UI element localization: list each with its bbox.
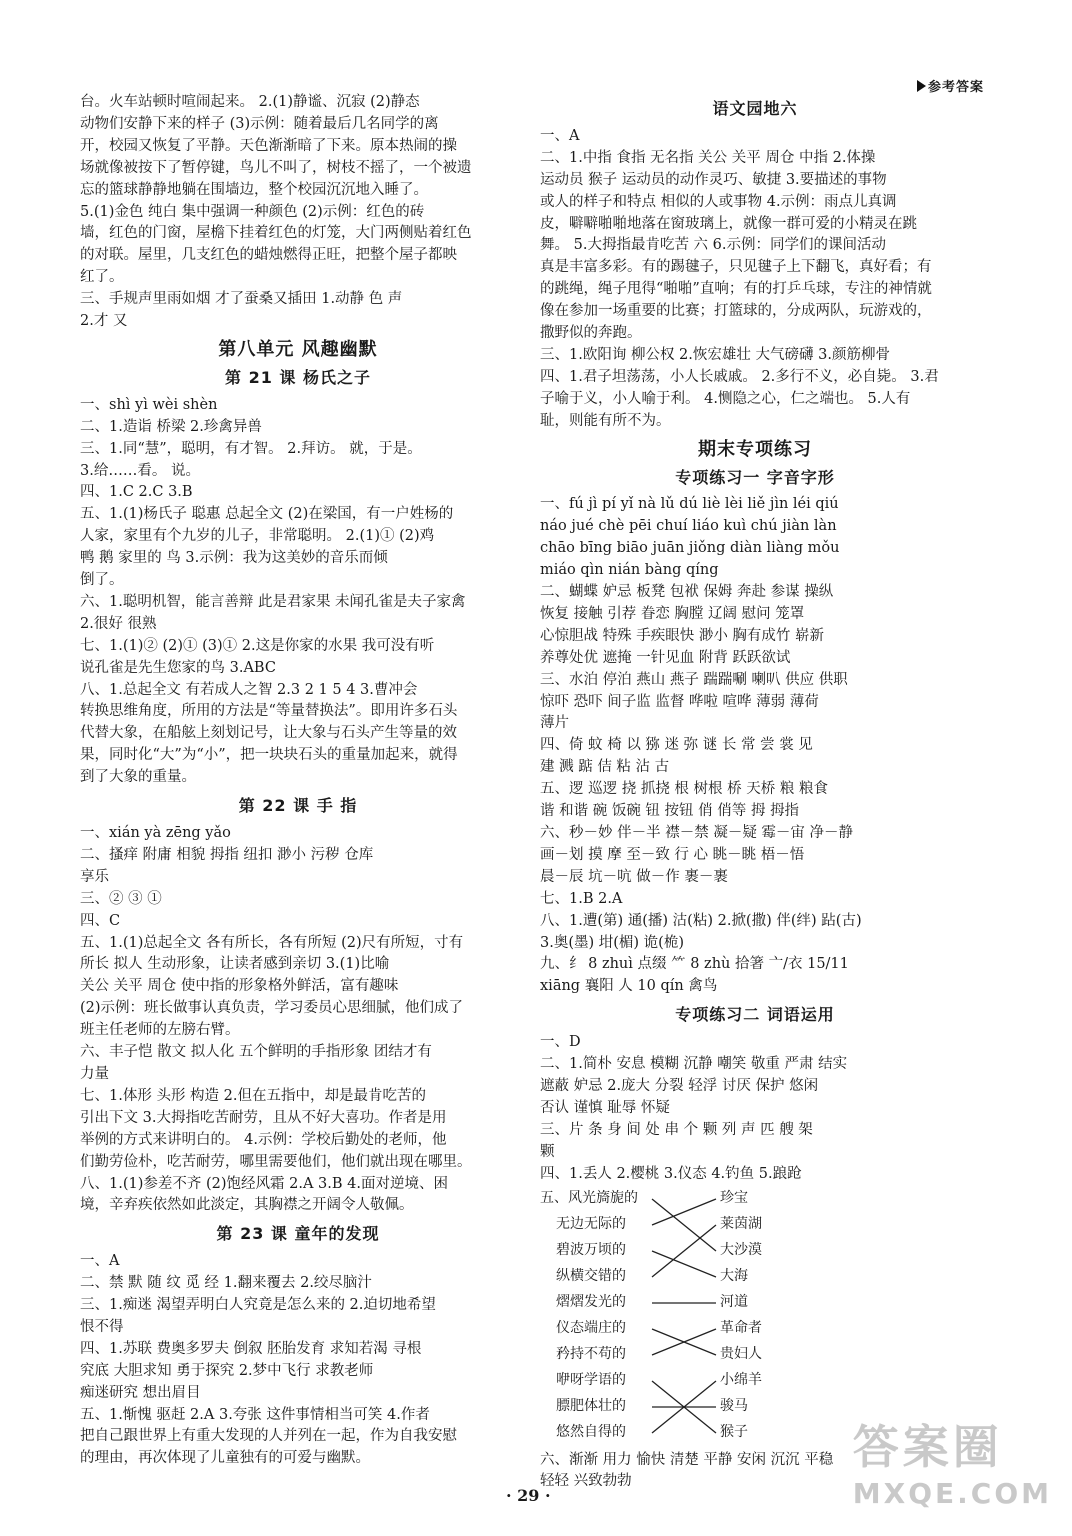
- answer-line: 忘的篮球静静地躺在围墙边，整个校园沉沉地入睡了。: [80, 181, 428, 198]
- watermark-logo: 答案圈: [852, 1420, 1003, 1474]
- lesson21-answers: [80, 395, 516, 789]
- answer-line: 运动员 猴子 运动员的动作灵巧、敏捷 3.要描述的事物: [540, 171, 887, 188]
- match-right-item: 革命者: [720, 1319, 762, 1336]
- answer-line: 八、1.总起全文 有若成人之智 2.3 2 1 5 4 3.曹冲会: [80, 681, 418, 698]
- answer-line: 或人的样子和特点 相似的人或事物 4.示例：雨点儿真调: [540, 193, 897, 210]
- answer-line: 四、倚 蚊 椅 以 猕 迷 弥 谜 长 常 尝 裳 见: [540, 737, 813, 754]
- answer-line: chāo bīng biāo juān jiǒng diàn liàng mǒu: [540, 540, 840, 557]
- answer-line: 谐 和谐 碗 饭碗 钮 按钮 俏 俏等 拇 拇指: [540, 803, 799, 820]
- answer-line: 所长 拟人 生动形象，让读者感到亲切 3.(1)比喻: [80, 956, 390, 973]
- intro-block: [80, 92, 516, 333]
- match-right-item: 骏马: [720, 1397, 748, 1414]
- lesson22-answers: [80, 823, 516, 1217]
- answer-line: 果，同时化“大”为“小”，把一块块石头的重量加起来，就得: [80, 747, 458, 764]
- answer-line: 五、1.惭愧 驱赶 2.A 3.夸张 这件事情相当可笑 4.作者: [80, 1406, 430, 1423]
- answer-line: 代替大象，在船舷上刻划记号，让大象与石头产生等量的效: [80, 725, 457, 742]
- answer-line: 台。火车站顿时喧闹起来。 2.(1)静谧、沉寂 (2)静态: [80, 94, 420, 110]
- header-label: 参考答案: [927, 80, 984, 95]
- match-right-item: 大海: [720, 1267, 748, 1284]
- answer-line: 究底 大胆求知 勇于探究 2.梦中飞行 求教老师: [80, 1362, 374, 1379]
- answer-line: 耻，则能有所不为。: [540, 412, 671, 429]
- match-right-item: 猴子: [720, 1423, 748, 1440]
- answer-line: 薄片: [540, 715, 569, 732]
- answer-line: 3.奥(墨) 坩(楣) 诡(桅): [540, 934, 684, 951]
- answer-line: 七、1.(1)② (2)① (3)① 2.这是你家的水果 我可没有听: [80, 637, 435, 654]
- match-right-item: 莱茵湖: [720, 1215, 762, 1232]
- answer-line: 2.很好 很熟: [80, 615, 157, 632]
- answer-line: 养尊处优 遮掩 一针见血 附背 跃跃欲试: [540, 649, 791, 666]
- answer-line: 六、1.聪明机智，能言善辩 此是君家果 未闻孔雀是夫子家禽: [80, 593, 466, 610]
- answer-line: 二、1.造诣 桥梁 2.珍禽异兽: [80, 418, 262, 435]
- answer-line: 的理由，再次体现了儿童独有的可爱与幽默。: [80, 1450, 370, 1467]
- answer-line: 六、渐渐 用力 愉快 清楚 平静 安闲 沉沉 平稳: [540, 1451, 834, 1468]
- match-right-item: 珍宝: [720, 1189, 748, 1206]
- match-left-item: 五、风光旖旎的: [540, 1189, 638, 1206]
- match-left-item: 碧波万顷的: [556, 1241, 626, 1258]
- answer-line: 二、禁 默 随 纹 觅 经 1.翻来覆去 2.绞尽脑汁: [80, 1275, 372, 1292]
- yuwen6-title: 语文园地六: [712, 99, 798, 118]
- match-left-item: 纵横交错的: [556, 1267, 626, 1284]
- answer-line: 三、水泊 停泊 燕山 燕子 踹踹唰 喇叭 供应 供职: [540, 671, 848, 688]
- match-left-item: 熠熠发光的: [556, 1293, 626, 1310]
- match-left-item: 矜持不苟的: [556, 1345, 626, 1362]
- answer-line: 恢复 接触 引荐 眷恋 胸膛 辽阔 慰问 笼罩: [540, 605, 805, 622]
- answer-line: 人家，家里有个九岁的儿子，非常聪明。 2.(1)① (2)鸡: [80, 528, 435, 545]
- answer-line: 举例的方式来讲明白的。 4.示例：学校后勤处的老师，他: [80, 1131, 447, 1148]
- answer-line: miáo qìn nián bàng qíng: [540, 562, 719, 579]
- match-right-item: 贵妇人: [720, 1345, 762, 1362]
- match-left-item: 咿呀学语的: [556, 1371, 626, 1388]
- answer-line: 撒野似的奔跑。: [540, 325, 642, 342]
- answer-line: 的跳绳，绳子甩得“啪啪”直响；有的打乒乓球，专注的神情就: [540, 281, 932, 298]
- watermark-url: MXQE.COM: [852, 1477, 1052, 1510]
- answer-line: 心惊胆战 特殊 手疾眼快 渺小 胸有成竹 崭新: [540, 627, 825, 644]
- match-left-item: 膘肥体壮的: [556, 1397, 626, 1414]
- answer-line: 二、搔痒 附庸 相貌 拇指 纽扣 渺小 污秽 仓库: [80, 846, 374, 863]
- answer-line: 墙，红色的门窗，屋檐下挂着红色的灯笼，大门两侧贴着红色: [80, 225, 472, 242]
- answer-line: 三、② ③ ①: [80, 890, 162, 907]
- answer-line: 一、A: [80, 1253, 120, 1270]
- answer-line: 晨－辰 坑－吭 做－作 裹－裹: [540, 868, 728, 885]
- answer-line: 真是丰富多彩。有的踢毽子，只见毽子上下翻飞，真好看；有: [540, 259, 932, 276]
- answer-line: 场就像被按下了暂停键，鸟儿不叫了，树枝不摇了，一个被遗: [80, 159, 472, 176]
- answer-line: (2)示例：班长做事认真负责，学习委员心思细腻，他们成了: [80, 1000, 464, 1017]
- watermark: [853, 1411, 1052, 1510]
- zx1-answers: [540, 494, 970, 998]
- answer-line: 转换思维角度，所用的方法是“等量替换法”。即用许多石头: [80, 703, 458, 720]
- right-column: [540, 92, 970, 1493]
- answer-line: 倒了。: [80, 572, 124, 589]
- answer-line: 惊吓 恐吓 间子监 监督 哗啦 喧哗 薄弱 薄荷: [540, 693, 819, 710]
- answer-line: 四、1.C 2.C 3.B: [80, 484, 193, 501]
- answer-line: 享乐: [80, 868, 109, 885]
- answer-line: 一、D: [540, 1034, 581, 1051]
- answer-line: 二、蝴蝶 妒忌 板凳 包袱 保姆 奔赴 参谋 操纵: [540, 584, 834, 601]
- answer-line: 子喻于义，小人喻于利。 4.恻隐之心，仁之端也。 5.人有: [540, 390, 911, 407]
- answer-line: 四、1.苏联 费奥多罗夫 倒叙 胚胎发育 求知若渴 寻根: [80, 1340, 422, 1357]
- final-title: 期末专项练习: [698, 438, 812, 460]
- answer-line: 一、shì yì wèi shèn: [80, 396, 218, 413]
- answer-line: 5.(1)金色 纯白 集中强调一种颜色 (2)示例：红色的砖: [80, 203, 425, 220]
- match-left-item: 悠然自得的: [556, 1423, 626, 1440]
- answer-line: 一、A: [540, 127, 580, 144]
- answer-line: 五、逻 巡逻 挠 抓挠 根 树根 桥 天桥 粮 粮食: [540, 781, 828, 798]
- lesson21-title: 第 21 课 杨氏之子: [225, 367, 371, 387]
- match-left-item: 无边无际的: [556, 1215, 626, 1232]
- answer-line: 皮，噼噼啪啪地落在窗玻璃上，就像一群可爱的小精灵在跳: [540, 215, 917, 232]
- answer-line: 班主任老师的左膀右臂。: [80, 1022, 240, 1039]
- answer-line: 八、1.遭(第) 通(播) 沽(粘) 2.掀(撒) 伴(绊) 跕(古): [540, 912, 862, 929]
- answer-line: 们勤劳俭朴，吃苦耐劳，哪里需要他们，他们就出现在哪里。: [80, 1153, 472, 1170]
- answer-line: 三、1.欧阳询 柳公权 2.恢宏雄壮 大气磅礴 3.颜筋柳骨: [540, 346, 890, 363]
- unit-title: 第八单元 风趣幽默: [218, 338, 378, 360]
- answer-line: 开，校园又恢复了平静。天色渐渐暗了下来。原本热闹的操: [80, 137, 457, 154]
- zx1-title: 专项练习一 字音字形: [675, 467, 835, 487]
- match-connector: [652, 1199, 716, 1225]
- match-right-item: 河道: [720, 1293, 748, 1310]
- answer-line: 红了。: [80, 269, 124, 286]
- answer-line: 力量: [80, 1065, 109, 1082]
- left-column: [80, 92, 516, 1470]
- answer-line: 一、fú jì pí yǐ nà lǔ dú liè lèi liě jìn léi qiú: [540, 496, 839, 513]
- answer-line: 把自己跟世界上有重大发现的人并列在一起，作为自我安慰: [80, 1428, 457, 1445]
- answer-line: 否认 谨慎 耻辱 怀疑: [540, 1099, 670, 1116]
- answer-line: 四、1.丢人 2.樱桃 3.仪态 4.钓鱼 5.踉跄: [540, 1165, 802, 1182]
- answer-line: 四、C: [80, 912, 121, 929]
- match-right-item: 小绵羊: [720, 1371, 762, 1388]
- yuwen6-answers: [540, 126, 970, 433]
- match-left-item: 仪态端庄的: [556, 1319, 626, 1336]
- answer-line: 到了大象的重量。: [80, 769, 196, 786]
- answer-line: náo jué chè pēi chuí liáo kuì chú jiàn làn: [540, 518, 837, 535]
- page-number: · 29 ·: [506, 1486, 551, 1505]
- answer-line: 三、1.痴迷 渴望弄明白人究竟是怎么来的 2.迫切地希望: [80, 1297, 436, 1314]
- answer-line: 六、丰子恺 散文 拟人化 五个鲜明的手指形象 团结才有: [80, 1044, 432, 1061]
- answer-line: 画－划 摸 摩 至－致 行 心 眺－眺 梧－悟: [540, 846, 805, 863]
- match-right-item: 大沙漠: [720, 1241, 762, 1258]
- answer-line: 境，辛弃疾依然如此淡定，其胸襟之开阔令人敬佩。: [80, 1197, 414, 1214]
- answer-line: 遮蔽 妒忌 2.庞大 分裂 轻浮 讨厌 保护 悠闲: [540, 1077, 819, 1094]
- answer-line: xiāng 襄阳 人 10 qín 禽鸟: [540, 978, 718, 995]
- answer-line: 六、秒－妙 伴－半 襟－禁 凝－疑 霉－宙 净－静: [540, 825, 854, 841]
- lesson23-title: 第 23 课 童年的发现: [216, 1224, 380, 1244]
- match-connector: [652, 1225, 716, 1277]
- lesson23-answers: [80, 1251, 516, 1470]
- zx2-answers: [540, 1032, 970, 1185]
- answer-line: 五、1.(1)总起全文 各有所长，各有所短 (2)尺有所短，寸有: [80, 934, 464, 951]
- answer-line: 七、1.体形 头形 构造 2.但在五指中，却是最肯吃苦的: [80, 1087, 426, 1104]
- match-connector: [652, 1251, 716, 1277]
- answer-line: 二、1.简朴 安息 模糊 沉静 嘲笑 敬重 严肃 结实: [540, 1056, 848, 1073]
- answer-line: 像在参加一场重要的比赛；打篮球的，分成两队，玩游戏的，: [540, 303, 932, 320]
- answer-line: 一、xián yà zēng yǎo: [80, 825, 231, 841]
- answer-line: 关公 关平 周仓 使中指的形象格外鲜活，富有趣味: [80, 978, 399, 995]
- answer-line: 的对联。屋里，几支红色的蜡烛燃得正旺，把整个屋子都映: [80, 247, 457, 264]
- answer-line: 鸭 鹅 家里的 鸟 3.示例：我为这美妙的音乐而倾: [80, 550, 388, 567]
- answer-line: 三、1.同“慧”，聪明，有才智。 2.拜访。 就，于是。: [80, 440, 422, 457]
- answer-line: 三、手规声里雨如烟 才了蚕桑又插田 1.动静 色 声: [80, 291, 403, 308]
- answer-line: 2.才 又: [80, 313, 128, 330]
- answer-line: 七、1.B 2.A: [540, 890, 623, 907]
- lesson22-title: 第 22 课 手 指: [238, 796, 358, 816]
- answer-line: 舞。 5.大拇指最肯吃苦 六 6.示例：同学们的课间活动: [540, 237, 886, 254]
- answer-line: 五、1.(1)杨氏子 聪惠 总起全文 (2)在梁国，有一户姓杨的: [80, 506, 454, 523]
- answer-line: 建 溅 踮 佶 粘 沾 古: [540, 759, 670, 776]
- answer-line: 痴迷研究 想出眉目: [80, 1384, 201, 1401]
- match-connector: [652, 1199, 716, 1251]
- answer-line: 引出下文 3.大拇指吃苦耐劳，且从不好大喜功。作者是用: [80, 1109, 447, 1126]
- answer-line: 颗: [540, 1143, 555, 1160]
- answer-line: 八、1.(1)参差不齐 (2)饱经风霜 2.A 3.B 4.面对逆境、困: [80, 1175, 448, 1192]
- answer-line: 四、1.君子坦荡荡，小人长戚戚。 2.多行不义，必自毙。 3.君: [540, 368, 939, 385]
- answer-line: 九、纟 8 zhuì 点缀 ⺮ 8 zhù 拾箸 亠/衣 15/11: [540, 956, 849, 973]
- answer-line: 3.给……看。 说。: [80, 462, 200, 479]
- triangle-icon: [917, 80, 926, 92]
- answer-line: 轻轻 兴致勃勃: [540, 1473, 632, 1490]
- answer-line: 三、片 条 身 间 处 串 个 颗 列 声 匹 艘 架: [540, 1121, 813, 1138]
- answer-line: 二、1.中指 食指 无名指 关公 关平 周仓 中指 2.体操: [540, 149, 876, 166]
- answer-line: 恨不得: [80, 1318, 124, 1335]
- answer-line: 动物们安静下来的样子 (3)示例：随着最后几名同学的离: [80, 115, 439, 132]
- zx2-title: 专项练习二 词语运用: [675, 1005, 835, 1025]
- answer-line: 说孔雀是先生您家的鸟 3.ABC: [80, 659, 276, 676]
